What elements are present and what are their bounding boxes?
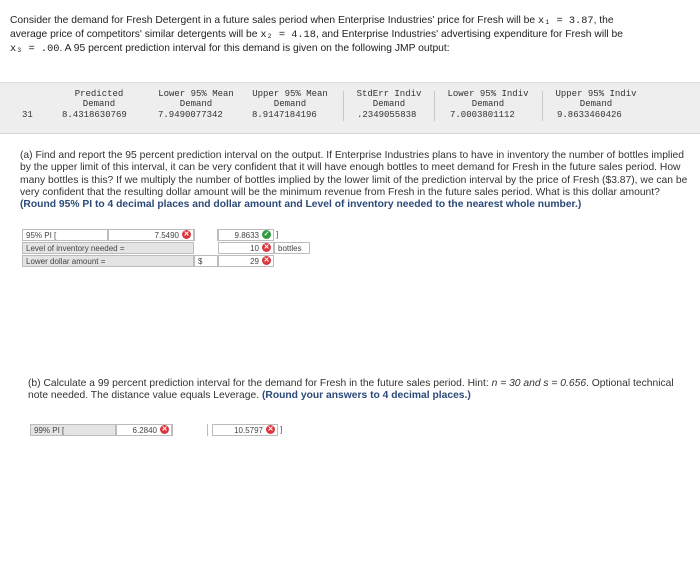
pi-95-close: ]	[276, 230, 279, 239]
value-predicted: 8.4318630769	[62, 110, 127, 120]
intro-line-2	[10, 28, 698, 42]
part-b-text: (b) Calculate a 99 percent prediction interval for the demand for Fresh in the future sales period. Hint:	[28, 378, 492, 389]
pi-99-lower-value: 6.2840	[132, 426, 157, 435]
header-line: Demand	[579, 99, 613, 109]
part-b-text: . Optional technical note needed. The distance value equals Leverage.	[28, 378, 674, 402]
header-lower-mean	[150, 89, 242, 109]
inventory-unit: bottles	[274, 242, 310, 254]
header-upper-mean	[244, 89, 336, 109]
table-divider	[542, 91, 543, 121]
header-line: Lower 95% Indiv	[447, 89, 529, 99]
part-a-instructions: (Round 95% PI to 4 decimal places and dollar amount and Level of inventory needed to the nearest whole number.)	[20, 199, 582, 211]
inventory-value: 10	[250, 244, 259, 253]
x-circle-icon: ✕	[263, 257, 270, 264]
x-circle-icon: ✕	[183, 231, 190, 238]
value-upper-indiv: 9.8633460426	[557, 110, 622, 120]
pi-95-upper-value: 9.8633	[234, 231, 259, 240]
inventory-label: Level of inventory needed =	[22, 242, 194, 254]
pi-99-label: 99% PI [	[30, 424, 116, 436]
header-stderr	[350, 89, 428, 109]
pi-95-label: 95% PI [	[22, 229, 108, 241]
x-circle-icon: ✕	[263, 244, 270, 251]
header-line: Upper 95% Indiv	[555, 89, 637, 99]
x2-value: x₂ = 4.18	[260, 29, 316, 41]
header-line: Upper 95% Mean	[252, 89, 328, 99]
dollar-value: 29	[250, 257, 259, 266]
pi-99-close: ]	[280, 425, 283, 434]
part-b-instructions: (Round your answers to 4 decimal places.)	[261, 390, 471, 402]
header-predicted	[60, 89, 138, 109]
x3-value: x₃ = .00	[10, 43, 60, 55]
x-circle-icon: ✕	[161, 426, 168, 433]
problem-intro	[10, 14, 698, 56]
header-line: Demand	[82, 99, 116, 109]
pi-99-upper-value: 10.5797	[234, 426, 263, 435]
pi-95-lower-value: 7.5490	[154, 231, 179, 240]
header-line: Predicted	[74, 89, 124, 99]
x1-value: x₁ = 3.87	[537, 15, 594, 27]
value-lower-mean: 7.9490077342	[158, 110, 223, 120]
header-line: Demand	[471, 99, 505, 109]
intro-text: . A 95 percent prediction interval for this demand is given on the following JMP output:	[59, 43, 450, 54]
part-a-text: (a) Find and report the 95 percent prediction interval on the output. If Enterprise Industries plans to have in inventory the number of bottles implied by the upper limit of this interval, it can be very confident that it will have enough bottles to meet demand for Fresh in the future sales period. How many bottles is this? If we multiply the number of bottles implied by the lower limit of the prediction interval by the price of Fresh ($3.87), we can be very confident that the resulting dollar amount will be the minimum revenue from Fresh in the future sales period. What is this dollar amount?	[20, 150, 688, 198]
intro-text: average price of competitors' similar detergents will be	[10, 29, 261, 40]
value-stderr: .2349055838	[357, 110, 417, 120]
x-circle-icon: ✕	[267, 426, 274, 433]
intro-line-3	[10, 42, 698, 56]
pi-99-spacer	[172, 424, 208, 436]
table-divider	[343, 91, 344, 121]
header-line: Demand	[372, 99, 406, 109]
header-line: Lower 95% Mean	[158, 89, 234, 99]
header-line: Demand	[179, 99, 213, 109]
dollar-label: Lower dollar amount =	[22, 255, 194, 267]
pi-95-spacer	[194, 229, 218, 241]
header-line: StdErr Indiv	[356, 89, 422, 99]
check-circle-icon: ✓	[263, 231, 270, 238]
intro-text: , the	[593, 15, 614, 26]
part-a-question	[20, 150, 690, 211]
intro-text: Consider the demand for Fresh Detergent in a future sales period when Enterprise Industries' price for Fresh will be	[10, 15, 538, 26]
table-divider	[434, 91, 435, 121]
header-line: Demand	[273, 99, 307, 109]
intro-line-1	[10, 14, 698, 28]
value-upper-mean: 8.9147184196	[252, 110, 317, 120]
part-b-question	[28, 378, 688, 403]
header-lower-indiv	[440, 89, 536, 109]
row-number: 31	[22, 110, 33, 120]
dollar-sign: $	[194, 255, 218, 267]
jmp-output-table	[0, 82, 700, 134]
part-b-hint: n = 30 and s = 0.656	[491, 378, 587, 389]
value-lower-indiv: 7.0003801112	[450, 110, 515, 120]
header-upper-indiv	[548, 89, 644, 109]
intro-text: , and Enterprise Industries' advertising expenditure for Fresh will be	[315, 29, 623, 40]
